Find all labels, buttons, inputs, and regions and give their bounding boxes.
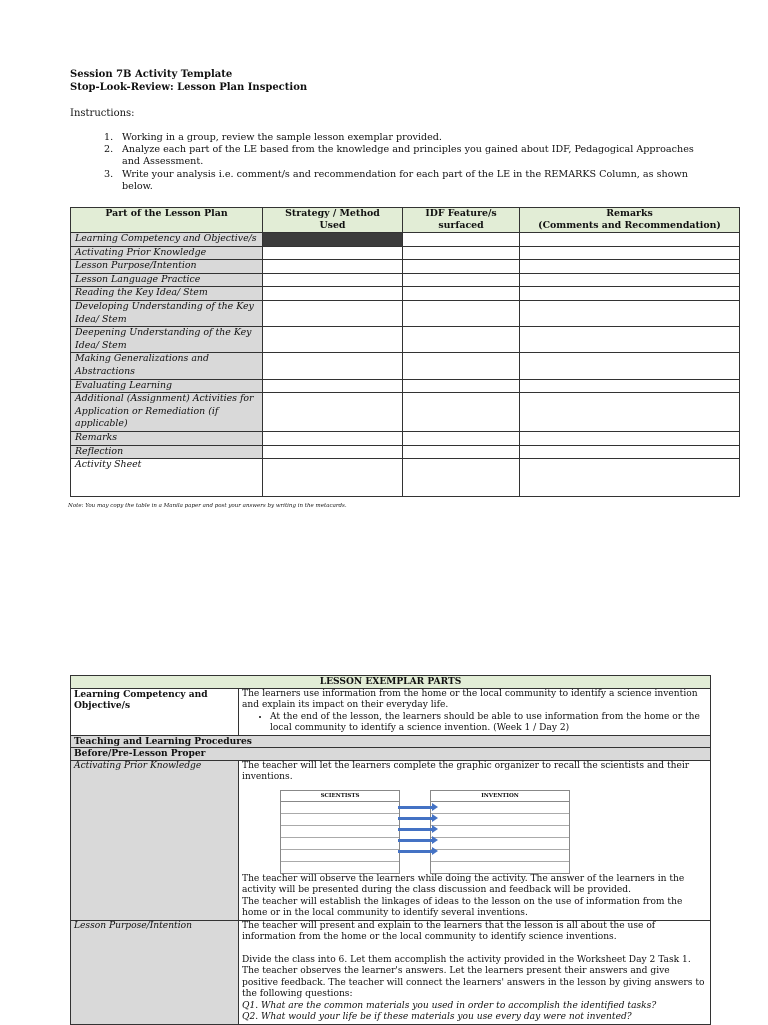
idf-cell[interactable] bbox=[403, 273, 520, 287]
strategy-cell[interactable] bbox=[263, 287, 403, 301]
table-row bbox=[71, 459, 740, 497]
inspection-header-row bbox=[71, 208, 740, 233]
table-row bbox=[71, 445, 740, 459]
header-remarks-line2: (Comments and Recommendation) bbox=[538, 220, 721, 231]
arrow-right-icon bbox=[398, 817, 434, 820]
exemplar-title: LESSON EXEMPLAR PARTS bbox=[71, 676, 711, 689]
section-row bbox=[71, 735, 711, 748]
instruction-text: Working in a group, review the sample lesson exemplar provided. bbox=[122, 132, 442, 143]
organizer-invention-header: INVENTION bbox=[431, 791, 569, 802]
competency-label: Learning Competency and Objective/s bbox=[71, 688, 239, 735]
arrow-right-icon bbox=[398, 850, 434, 853]
instruction-number: 2. bbox=[104, 144, 114, 156]
section-heading: Before/Pre-Lesson Proper bbox=[71, 748, 711, 761]
remarks-cell[interactable] bbox=[520, 287, 740, 301]
row-part-label: Remarks bbox=[71, 431, 263, 445]
idf-cell[interactable] bbox=[403, 353, 520, 379]
table-row bbox=[71, 353, 740, 379]
instruction-item bbox=[104, 132, 694, 144]
idf-cell[interactable] bbox=[403, 327, 520, 353]
row-part-label: Reflection bbox=[71, 445, 263, 459]
row-part-label: Developing Understanding of the Key Idea/ Stem bbox=[71, 300, 263, 326]
arrow-right-icon bbox=[398, 828, 434, 831]
purpose-label: Lesson Purpose/Intention bbox=[71, 920, 239, 1024]
row-part-label: Evaluating Learning bbox=[71, 379, 263, 393]
row-part-label: Making Generalizations and Abstractions bbox=[71, 353, 263, 379]
idf-cell[interactable] bbox=[403, 431, 520, 445]
instruction-text: Write your analysis i.e. comment/s and recommendation for each part of the LE in the REMARKS Column, as shown below. bbox=[122, 168, 688, 192]
document-subtitle: Stop-Look-Review: Lesson Plan Inspection bbox=[70, 82, 308, 93]
idf-cell[interactable] bbox=[403, 379, 520, 393]
instructions-list bbox=[104, 132, 694, 193]
strategy-cell[interactable] bbox=[263, 353, 403, 379]
apk-label: Activating Prior Knowledge bbox=[71, 760, 239, 920]
instruction-text: Analyze each part of the LE based from the knowledge and principles you gained about IDF, Pedagogical Approaches and Assessment. bbox=[122, 144, 694, 168]
row-part-label: Learning Competency and Objective/s bbox=[71, 233, 263, 247]
competency-bullets bbox=[242, 712, 707, 735]
instruction-number: 1. bbox=[104, 132, 114, 143]
strategy-cell[interactable] bbox=[263, 300, 403, 326]
table-row bbox=[71, 233, 740, 247]
header-strategy-line2: Used bbox=[319, 220, 346, 231]
apk-content bbox=[239, 760, 711, 920]
idf-cell[interactable] bbox=[403, 393, 520, 432]
lesson-exemplar-table bbox=[70, 675, 711, 1025]
graphic-organizer bbox=[280, 790, 610, 868]
table-row bbox=[71, 393, 740, 432]
header-idf bbox=[403, 208, 520, 233]
remarks-cell[interactable] bbox=[520, 300, 740, 326]
remarks-cell[interactable] bbox=[520, 431, 740, 445]
table-row bbox=[71, 287, 740, 301]
organizer-invention-column bbox=[430, 790, 570, 874]
idf-cell[interactable] bbox=[403, 300, 520, 326]
strategy-cell[interactable] bbox=[263, 273, 403, 287]
remarks-cell[interactable] bbox=[520, 327, 740, 353]
strategy-cell[interactable] bbox=[263, 379, 403, 393]
competency-bullet: • At the end of the lesson, the learners should be able to use information from the home or the local community to identify a science invention. (Week 1 / Day 2) bbox=[270, 712, 707, 735]
strategy-cell[interactable] bbox=[263, 459, 403, 497]
table-row bbox=[71, 920, 711, 1024]
idf-cell[interactable] bbox=[403, 260, 520, 274]
header-strategy-line1: Strategy / Method bbox=[285, 208, 380, 219]
remarks-cell[interactable] bbox=[520, 445, 740, 459]
strategy-cell[interactable] bbox=[263, 327, 403, 353]
header-part: Part of the Lesson Plan bbox=[71, 208, 263, 233]
instruction-number: 3. bbox=[104, 168, 114, 180]
row-part-label: Activating Prior Knowledge bbox=[71, 246, 263, 260]
remarks-cell[interactable] bbox=[520, 260, 740, 274]
instructions-label: Instructions: bbox=[70, 108, 135, 119]
header-strategy bbox=[263, 208, 403, 233]
strategy-cell[interactable] bbox=[263, 393, 403, 432]
section-row bbox=[71, 748, 711, 761]
exemplar-title-row bbox=[71, 676, 711, 689]
remarks-cell[interactable] bbox=[520, 353, 740, 379]
strategy-cell[interactable] bbox=[263, 445, 403, 459]
row-part-label: Lesson Language Practice bbox=[71, 273, 263, 287]
arrow-right-icon bbox=[398, 806, 434, 809]
idf-cell[interactable] bbox=[403, 246, 520, 260]
table-row bbox=[71, 300, 740, 326]
competency-content bbox=[239, 688, 711, 735]
header-remarks-line1: Remarks bbox=[606, 208, 653, 219]
apk-text: The teacher will establish the linkages of ideas to the lesson on the use of information from the home or in the local community to identify several inventions. bbox=[242, 896, 683, 918]
organizer-scientists-column bbox=[280, 790, 400, 874]
instruction-item bbox=[104, 144, 694, 168]
row-part-label: Activity Sheet bbox=[71, 459, 263, 497]
question-item: Q2. What would your life be if these materials you use every day were not invented? bbox=[242, 1012, 632, 1022]
strategy-cell[interactable] bbox=[263, 246, 403, 260]
row-part-label: Deepening Understanding of the Key Idea/ Stem bbox=[71, 327, 263, 353]
purpose-content bbox=[239, 920, 711, 1024]
row-part-label: Additional (Assignment) Activities for Application or Remediation (if applicable) bbox=[71, 393, 263, 432]
inspection-table bbox=[70, 207, 740, 497]
remarks-cell[interactable] bbox=[520, 246, 740, 260]
header-remarks bbox=[520, 208, 740, 233]
question-item: Q1. What are the common materials you used in order to accomplish the identified tasks? bbox=[242, 1000, 657, 1011]
strategy-cell[interactable] bbox=[263, 233, 403, 247]
apk-text: The teacher will observe the learners while doing the activity. The answer of the learners in the activity will be presented during the class discussion and feedback will be provided. bbox=[242, 873, 685, 895]
row-part-label: Lesson Purpose/Intention bbox=[71, 260, 263, 274]
strategy-cell[interactable] bbox=[263, 431, 403, 445]
table-row bbox=[71, 688, 711, 735]
table-row bbox=[71, 327, 740, 353]
idf-cell[interactable] bbox=[403, 445, 520, 459]
remarks-cell[interactable] bbox=[520, 233, 740, 247]
organizer-scientists-header: SCIENTISTS bbox=[281, 791, 399, 802]
table-note: Note: You may copy the table in a Manila paper and post your answers by writing in the metacards. bbox=[68, 503, 347, 509]
header-idf-line2: surfaced bbox=[438, 220, 484, 231]
purpose-text: Divide the class into 6. Let them accomplish the activity provided in the Worksheet Day 2 Task 1. The teacher observes the learner's answers. Let the learners present their answers and give positive feedback. The teacher will connect the learners' answers in the lesson by giving answers to the following questions: bbox=[242, 954, 705, 999]
idf-cell[interactable] bbox=[403, 459, 520, 497]
table-row bbox=[71, 431, 740, 445]
apk-text: The teacher will let the learners complete the graphic organizer to recall the scientists and their inventions. bbox=[242, 760, 690, 782]
idf-cell[interactable] bbox=[403, 287, 520, 301]
table-row bbox=[71, 273, 740, 287]
idf-cell[interactable] bbox=[403, 233, 520, 247]
section-heading: Teaching and Learning Procedures bbox=[71, 735, 711, 748]
row-part-label: Reading the Key Idea/ Stem bbox=[71, 287, 263, 301]
remarks-cell[interactable] bbox=[520, 459, 740, 497]
arrow-right-icon bbox=[398, 839, 434, 842]
table-row bbox=[71, 760, 711, 920]
table-row bbox=[71, 379, 740, 393]
strategy-cell[interactable] bbox=[263, 260, 403, 274]
competency-text: The learners use information from the home or the local community to identify a science invention and explain its impact on their everyday life. bbox=[242, 688, 698, 710]
table-row bbox=[71, 260, 740, 274]
remarks-cell[interactable] bbox=[520, 379, 740, 393]
instruction-item bbox=[104, 169, 694, 193]
remarks-cell[interactable] bbox=[520, 393, 740, 432]
remarks-cell[interactable] bbox=[520, 273, 740, 287]
table-row bbox=[71, 246, 740, 260]
header-idf-line1: IDF Feature/s bbox=[425, 208, 497, 219]
document-title: Session 7B Activity Template bbox=[70, 69, 233, 80]
purpose-text: The teacher will present and explain to the learners that the lesson is all about the use of information from the home or the local community to identify science inventions. bbox=[242, 920, 656, 942]
